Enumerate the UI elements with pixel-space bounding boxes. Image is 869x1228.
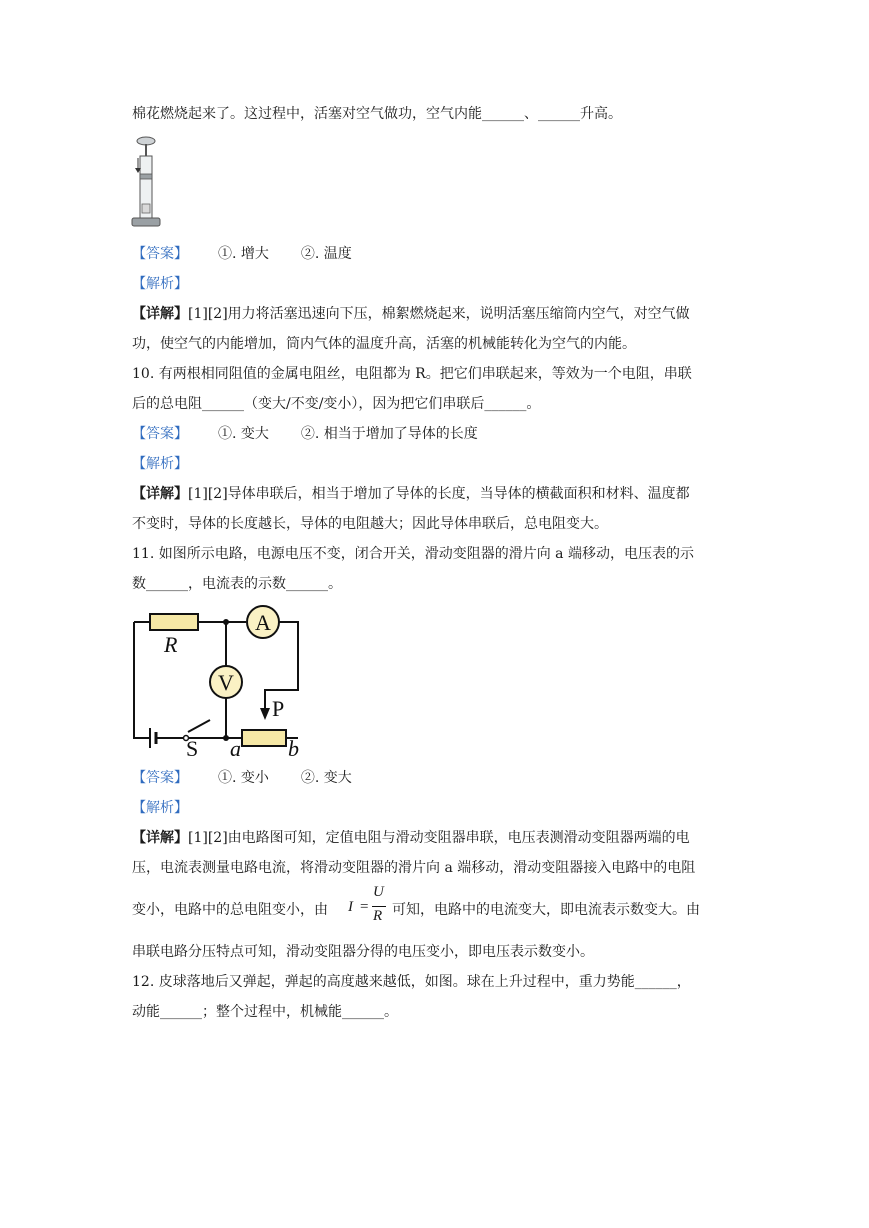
q9-analysis-tag: 【解析】	[132, 276, 188, 292]
detail-text: [1][2]用力将活塞迅速向下压，棉絮燃烧起来，说明活塞压缩筒内空气，对空气做	[188, 306, 690, 322]
q11-detail-1	[132, 828, 690, 848]
rheostat	[242, 730, 286, 746]
q10-analysis-tag: 【解析】	[132, 456, 188, 472]
detail-text: [1][2]由电路图可知，定值电阻与滑动变阻器串联，电压表测滑动变阻器两端的电	[188, 830, 690, 846]
resistor	[150, 614, 198, 630]
answer-1: ①. 变大	[218, 426, 269, 442]
label-v-meter: V	[218, 670, 234, 695]
label-r: R	[164, 632, 178, 657]
compression-cylinder-figure	[128, 134, 164, 234]
q9-text: 棉花燃烧起来了。这过程中，活塞对空气做功，空气内能______、______升高。	[132, 106, 622, 122]
detail-tag: 【详解】	[132, 830, 188, 846]
q11-text-2: 数______，电流表的示数______。	[132, 576, 342, 592]
formula-i: I	[348, 899, 353, 915]
answer-1: ①. 增大	[218, 246, 269, 262]
q10-text-1: 10. 有两根相同阻值的金属电阻丝，电阻都为 R。把它们串联起来，等效为一个电阻，串联	[132, 366, 692, 382]
circuit-diagram	[126, 600, 316, 760]
label-a-meter: A	[255, 610, 271, 635]
q10-detail-1	[132, 484, 690, 504]
answer-1: ①. 变小	[218, 770, 269, 786]
slider-arrow	[260, 708, 270, 720]
q10-answer	[132, 424, 478, 444]
ohms-law-formula	[348, 884, 396, 932]
q10-text-2: 后的总电阻______（变大/不变/变小），因为把它们串联后______。	[132, 396, 541, 412]
fraction-bar	[372, 906, 386, 907]
detail-tag: 【详解】	[132, 486, 188, 502]
q9-detail-2: 功，使空气的内能增加，筒内气体的温度升高，活塞的机械能转化为空气的内能。	[132, 336, 636, 352]
formula-u: U	[373, 884, 384, 900]
answer-tag: 【答案】	[132, 246, 188, 262]
q11-analysis-tag: 【解析】	[132, 800, 188, 816]
detail-tag: 【详解】	[132, 306, 188, 322]
q9-answer	[132, 244, 352, 264]
q11-detail-3a: 变小，电路中的总电阻变小，由	[132, 902, 328, 918]
q9-detail-1	[132, 304, 690, 324]
label-p: P	[272, 696, 285, 721]
q11-detail-2: 压，电流表测量电路电流，将滑动变阻器的滑片向 a 端移动，滑动变阻器接入电路中的电阻	[132, 860, 696, 876]
label-end-a: a	[230, 736, 241, 760]
q11-detail-4: 串联电路分压特点可知，滑动变阻器分得的电压变小，即电压表示数变小。	[132, 944, 594, 960]
q11-answer	[132, 768, 352, 788]
q12-text-2: 动能______；整个过程中，机械能______。	[132, 1004, 398, 1020]
detail-text: [1][2]导体串联后，相当于增加了导体的长度，当导体的横截面积和材料、温度都	[188, 486, 690, 502]
formula-r: R	[373, 908, 383, 924]
q10-detail-2: 不变时，导体的长度越长，导体的电阻越大；因此导体串联后，总电阻变大。	[132, 516, 608, 532]
label-s: S	[186, 736, 199, 760]
answer-2: ②. 温度	[300, 246, 352, 262]
q11-detail-3b: 可知，电路中的电流变大，即电流表示数变大。由	[392, 902, 700, 918]
q11-text-1: 11. 如图所示电路，电源电压不变，闭合开关，滑动变阻器的滑片向 a 端移动，电压表的示	[132, 546, 694, 562]
answer-tag: 【答案】	[132, 770, 188, 786]
answer-2: ②. 相当于增加了导体的长度	[300, 426, 478, 442]
answer-tag: 【答案】	[132, 426, 188, 442]
q12-text-1: 12. 皮球落地后又弹起，弹起的高度越来越低，如图。球在上升过程中，重力势能______，	[132, 974, 691, 990]
formula-eq: =	[360, 899, 369, 915]
answer-2: ②. 变大	[300, 770, 352, 786]
label-end-b: b	[288, 736, 299, 760]
